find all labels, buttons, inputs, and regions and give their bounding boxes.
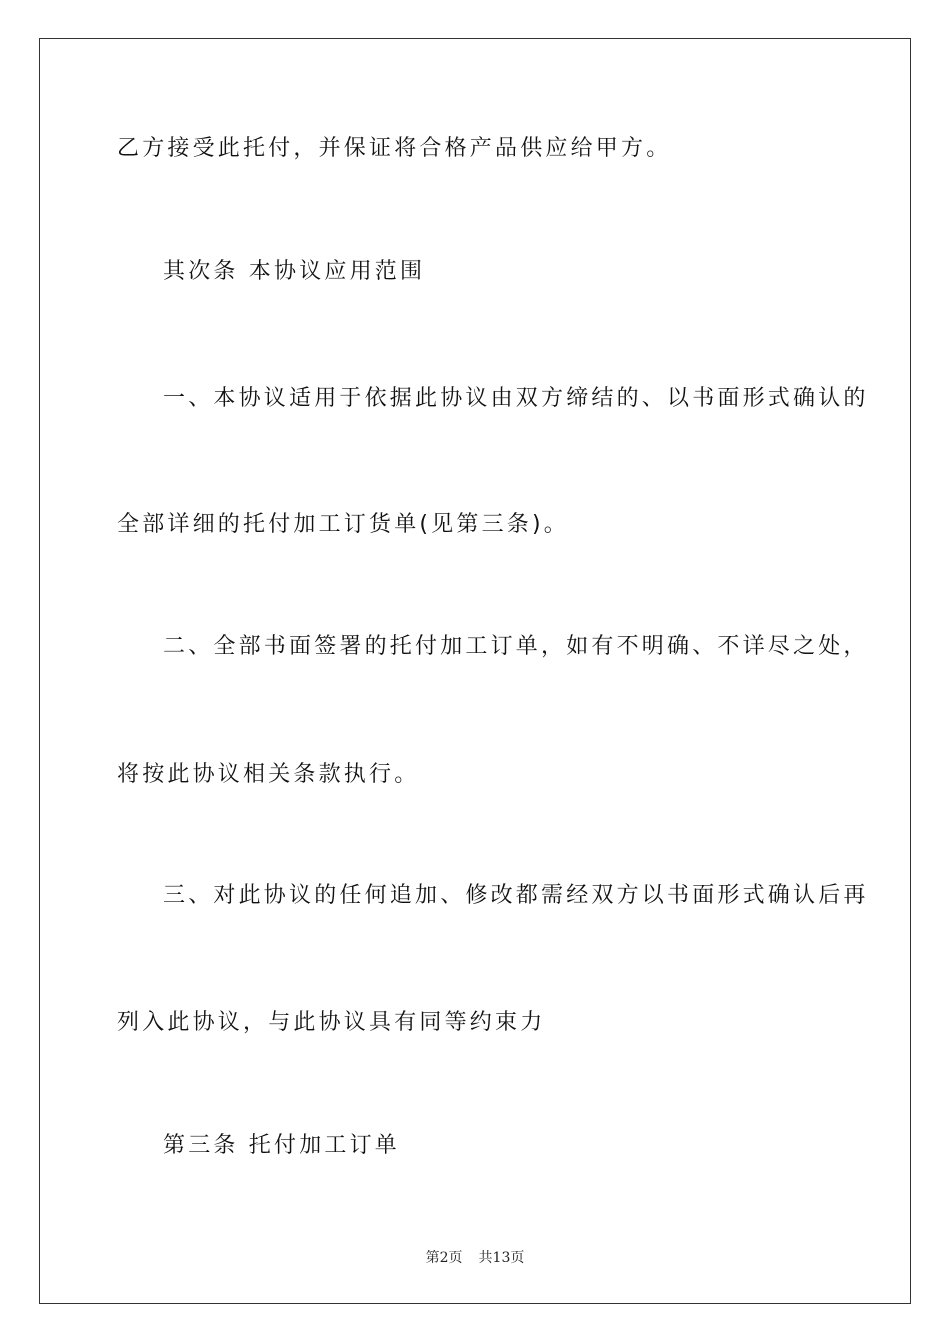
section-heading: 第三条 托付加工订单 — [163, 1133, 400, 1158]
paragraph-line: 乙方接受此托付，并保证将合格产品供应给甲方。 — [117, 136, 672, 161]
section-heading: 其次条 本协议应用范围 — [163, 259, 426, 284]
paragraph-line: 三、对此协议的任何追加、修改都需经双方以书面形式确认后再 — [163, 883, 869, 908]
paragraph-line: 列入此协议，与此协议具有同等约束力 — [117, 1010, 546, 1035]
page-number: 第2页 — [425, 1250, 463, 1266]
page-total: 共13页 — [478, 1250, 525, 1266]
paragraph-line: 全部详细的托付加工订货单(见第三条)。 — [117, 512, 569, 537]
paragraph-line: 将按此协议相关条款执行。 — [117, 762, 420, 787]
paragraph-line: 二、全部书面签署的托付加工订单，如有不明确、不详尽之处， — [163, 634, 869, 659]
paragraph-line: 一、本协议适用于依据此协议由双方缔结的、以书面形式确认的 — [163, 386, 869, 411]
page-border — [39, 38, 911, 1304]
page-footer — [0, 1247, 950, 1267]
